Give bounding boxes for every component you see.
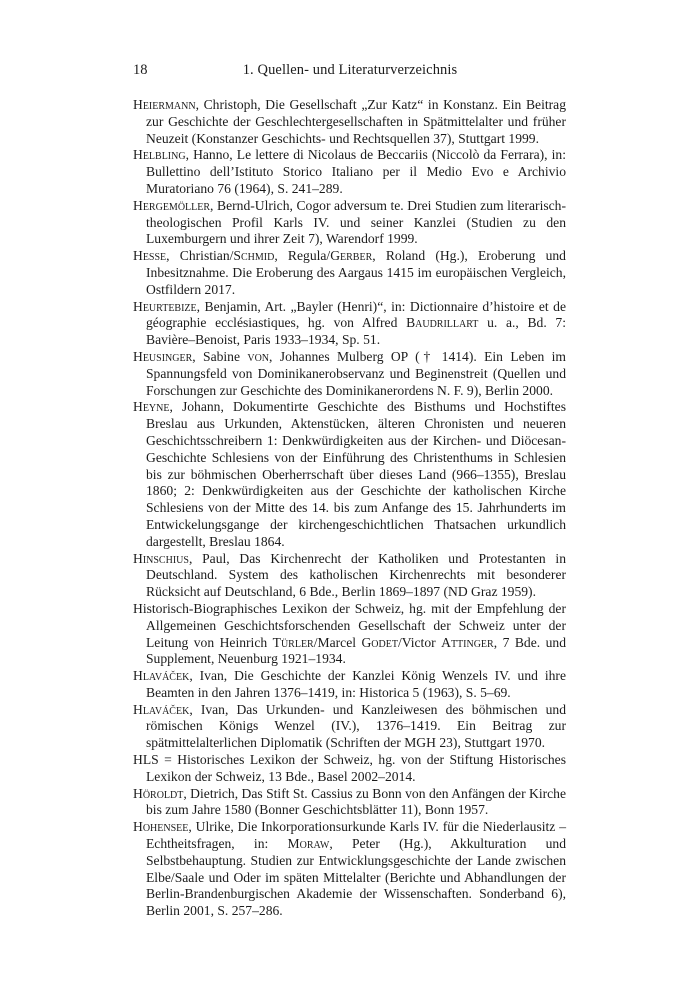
page-number: 18 [133, 62, 148, 78]
entry-text: , Johann, Dokumentirte Geschichte des Bisthums und Hochstiftes Breslau aus Urkunden, Aktenstücken, älteren Chronisten und neueren Geschichtsschreibern 1: Denkwürdigkeiten aus der Kirchen- und Diöcesan-Geschichte Schlesiens von der Einführung des Christenthums in Schlesien bis zur böhmischen Oberherrschaft über dieses Land (966–1355), Breslau 1860; 2: Denkwürdigkeiten aus der Geschichte der katholischen Kirche Schlesiens von der Mitte des 14. bis zum Anfange des 15. Jahrhunderts im Entwickelungsgange der kirchengeschichtlichen Thatsachen urkundlich dargestellt, Breslau 1864. [146, 399, 566, 549]
author-name: Schmid [233, 248, 275, 264]
bibliography-entry [133, 299, 566, 349]
author-name: Hohensee [133, 819, 189, 835]
entry-text: , Johannes Mulberg OP († 1414). Ein Leben im Spannungsfeld von Dominikanerobservanz und Beginenstreit (Quellen und Forschungen zur Geschichte des Dominikanerordens N. F. 9), Berlin 2000. [146, 348, 566, 398]
bibliography-entry [133, 248, 566, 298]
entry-text: , Roland (Hg.), Eroberung und Inbesitznahme. Die Eroberung des Aargaus 1415 im europäischen Vergleich, Ostfildern 2017. [146, 248, 566, 297]
entry-text: , Christoph, Die Gesellschaft „Zur Katz“ in Konstanz. Ein Beitrag zur Geschichte der Geschlechtergesellschaften in Spätmittelalter und früher Neuzeit (Konstanzer Geschichts- und Rechtsquellen 37), Stuttgart 1999. [146, 97, 566, 146]
author-name: Hergemöller [133, 197, 211, 213]
entry-text: /Marcel [313, 634, 362, 650]
author-name: Gerber [330, 248, 373, 264]
entry-text: /Victor [397, 634, 442, 650]
entry-text: , Regula/ [274, 248, 331, 264]
author-name: Heiermann [133, 97, 196, 112]
entry-text: HLS = Historisches Lexikon der Schweiz, hg. von der Stiftung Historisches Lexikon der Schweiz, 13 Bde., Basel 2002–2014. [133, 752, 566, 784]
entry-text: , Benjamin, Art. „Bayler (Henri)“, in: Dictionnaire d’histoire et de géographie ecclésiastiques, hg. von Alfred [146, 298, 566, 331]
bibliography-entry [133, 147, 566, 197]
bibliography-entry [133, 97, 566, 147]
entry-text: Historisch-Biographisches Lexikon der Schweiz, hg. mit der Empfehlung der Allgemeinen Geschichtsforschenden Gesellschaft der Schweiz unter der Leitung von Heinrich [133, 600, 566, 650]
entry-text: , 7 Bde. und Supplement, Neuenburg 1921–1934. [146, 634, 567, 667]
bibliography-entry [133, 551, 566, 601]
entry-text: , Peter (Hg.), Akkulturation und Selbstbehauptung. Studien zur Entwicklungsgeschichte der Lande zwischen Elbe/Saale und Oder im späten Mittelalter (Berichte und Abhandlungen der Berlin-Brandenburgischen Akademie der Wissenschaften. Sonderband 6), Berlin 2001, S. 257–286. [146, 836, 566, 919]
entry-text: , Christian/ [166, 248, 234, 264]
author-name: Hlaváček [133, 701, 190, 717]
entry-text: , Bernd-Ulrich, Cogor adversum te. Drei Studien zum literarisch-theologischen Profil Karls IV. und seiner Kanzlei (Studien zu den Luxemburgern und ihrer Zeit 7), Warendorf 1999. [146, 197, 566, 247]
author-name: von [247, 348, 270, 364]
author-name: Heusinger [133, 348, 193, 364]
author-name: Türler [272, 634, 314, 650]
entry-text: , Ulrike, Die Inkorporationsurkunde Karls IV. für die Niederlausitz – Echtheitsfragen, in: [146, 819, 566, 852]
entry-text: , Dietrich, Das Stift St. Cassius zu Bonn von den Anfängen der Kirche bis zum Jahre 1580 (Bonner Geschichtsblätter 11), Bonn 1957. [146, 785, 566, 818]
author-name: Höroldt [133, 785, 184, 801]
author-name: Godet [361, 634, 398, 650]
bibliography-list [133, 97, 566, 920]
running-head: 1. Quellen- und Literaturverzeichnis [242, 62, 458, 78]
author-name: Baudrillart [406, 315, 479, 331]
entry-text: , Ivan, Die Geschichte der Kanzlei König Wenzels IV. und ihre Beamten in den Jahren 1376–1419, in: Historica 5 (1963), S. 5–69. [146, 668, 566, 700]
author-name: Hinschius [133, 550, 189, 566]
author-name: Moraw [287, 836, 330, 852]
author-name: Helbling [133, 147, 186, 163]
bibliography-entry [133, 786, 566, 820]
bibliography-entry [133, 349, 566, 399]
entry-text: , Paul, Das Kirchenrecht der Katholiken und Protestanten in Deutschland. System des katholischen Kirchenrechts mit besonderer Rücksicht auf Deutschland, 6 Bde., Berlin 1869–1897 (ND Graz 1959). [146, 550, 566, 600]
bibliography-entry [133, 702, 566, 752]
author-name: Heyne [133, 399, 170, 415]
bibliography-entry [133, 668, 566, 702]
bibliography-entry [133, 819, 566, 920]
entry-text: , Sabine [192, 348, 248, 364]
entry-text: , Hanno, Le lettere di Nicolaus de Beccariis (Niccolò da Ferrara), in: Bullettino dell’Istituto Storico Italiano per il Medio Evo e Archivio Muratoriano 76 (1964), S. 241–289. [146, 147, 566, 196]
bibliography-entry [133, 198, 566, 248]
bibliography-entry [133, 399, 566, 550]
entry-text: , Ivan, Das Urkunden- und Kanzleiwesen des böhmischen und römischen Königs Wenzel (IV.), 1376–1419. Ein Beitrag zur spätmittelalterlichen Diplomatik (Schriften der MGH 23), Stuttgart 1970. [146, 701, 566, 751]
author-name: Hlaváček [133, 668, 190, 684]
bibliography-entry [133, 601, 566, 668]
entry-text: u. a., Bd. 7: Bavière–Benoist, Paris 1933–1934, Sp. 51. [146, 315, 566, 348]
author-name: Hesse [133, 248, 167, 264]
bibliography-entry [133, 752, 566, 786]
author-name: Attinger [441, 634, 494, 650]
author-name: Heurtebize [133, 298, 197, 314]
